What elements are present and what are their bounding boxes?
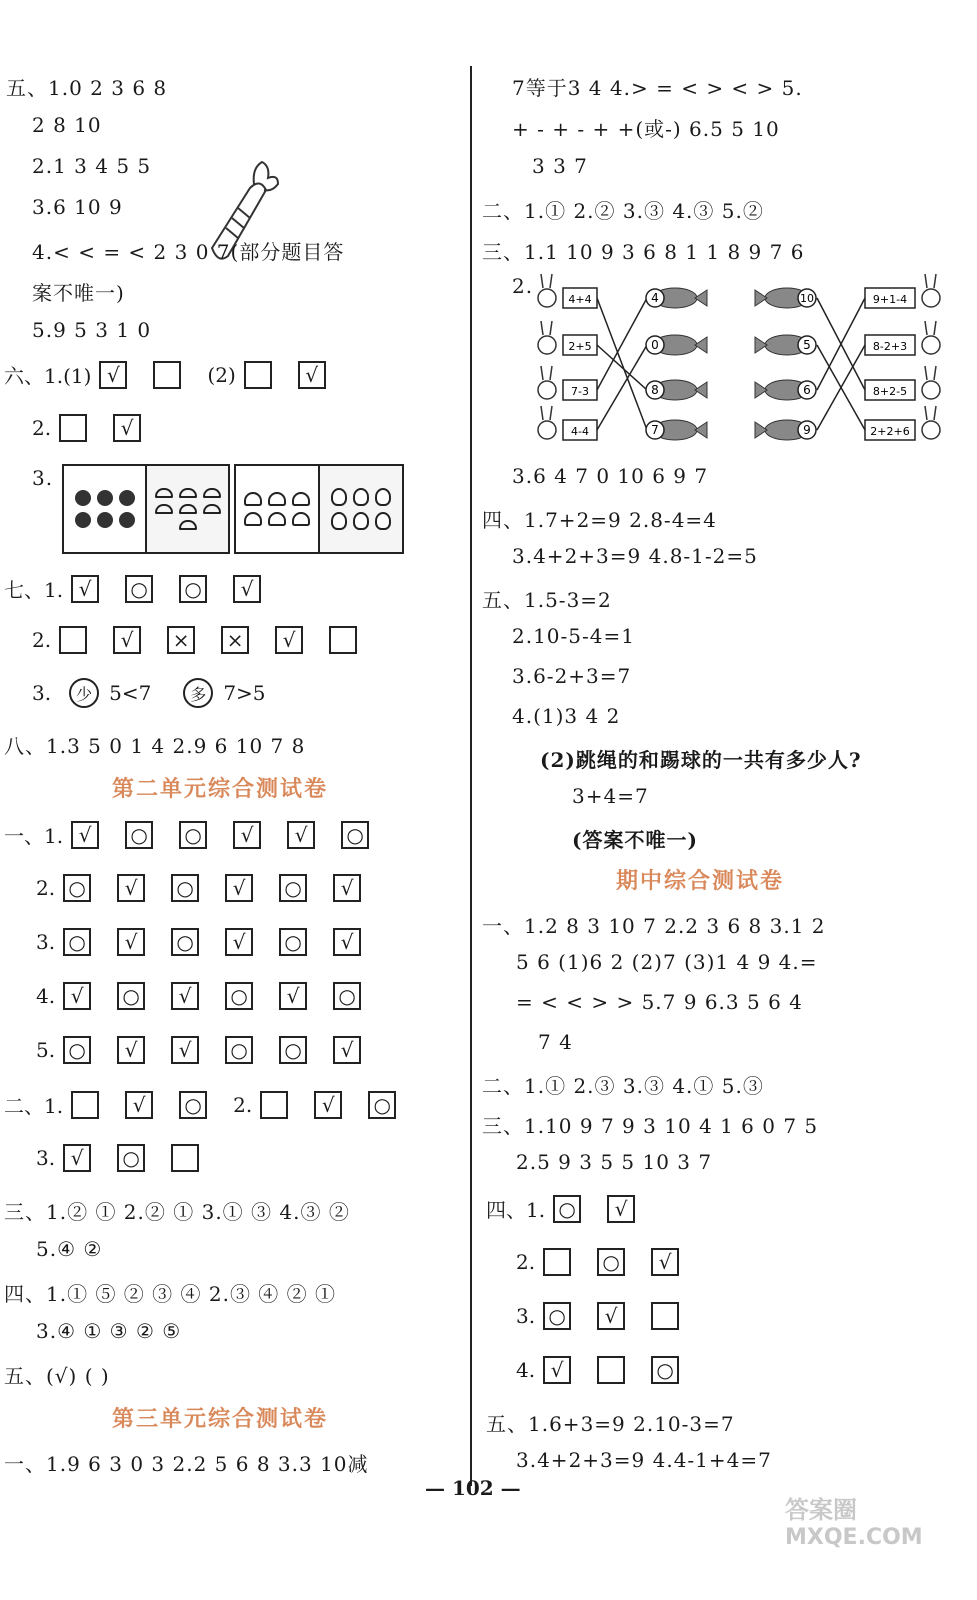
- text-line: 一、1.2 8 3 10 7 2.2 3 6 8 3.1 2: [482, 914, 826, 938]
- answer-circle: 多: [183, 678, 213, 708]
- vegetable-picture-box: [234, 464, 404, 554]
- answer-circle: 少: [69, 678, 99, 708]
- unit2-row-1: [4, 820, 395, 849]
- text-line: 3 3 7: [532, 154, 588, 178]
- answer-box: [153, 361, 181, 389]
- text-line: 2.10-5-4=1: [512, 624, 635, 648]
- answer-box: ○: [368, 1091, 396, 1119]
- answer-box: √: [233, 575, 261, 603]
- mushroom-icon: [268, 492, 286, 506]
- answer-box: [171, 1144, 199, 1172]
- answer-box: √: [117, 1036, 145, 1064]
- text-line: 3.④ ① ③ ② ⑤: [36, 1319, 182, 1343]
- card-text: 8+2-5: [872, 385, 908, 398]
- answer-box: √: [333, 874, 361, 902]
- answer-box: √: [71, 575, 99, 603]
- unit2-er-3-row: [36, 1144, 225, 1172]
- fish-number: 5: [803, 338, 811, 352]
- text-line: 八、1.3 5 0 1 4 2.9 6 10 7 8: [4, 734, 306, 758]
- mushroom-group: [236, 466, 320, 552]
- text-line: 3.6 10 9: [32, 195, 123, 219]
- label: 六、1.(1): [4, 364, 92, 388]
- mid-si-2-row: [516, 1248, 705, 1276]
- section-title: 第二单元综合测试卷: [112, 777, 329, 802]
- answer-box: √: [99, 361, 127, 389]
- answer-box: [59, 414, 87, 442]
- section-title: 期中综合测试卷: [616, 869, 785, 894]
- text-line: 四、1.7+2=9 2.8-4=4: [482, 508, 717, 532]
- strawberry-group: [64, 466, 147, 552]
- answer-box: √: [63, 1144, 91, 1172]
- label: 4.: [36, 984, 56, 1008]
- fish-number: 7: [651, 423, 659, 437]
- answer-box: ○: [279, 874, 307, 902]
- banana-icon: [179, 488, 197, 498]
- text-line: (答案不唯一): [572, 828, 698, 852]
- mid-si-1-row: [486, 1194, 661, 1223]
- text-line: 3.4+2+3=9 4.4-1+4=7: [516, 1448, 772, 1472]
- answer-box: ○: [63, 928, 91, 956]
- answer-box: ○: [117, 1144, 145, 1172]
- answer-box: √: [71, 821, 99, 849]
- text-line: 五、1.6+3=9 2.10-3=7: [486, 1412, 735, 1436]
- text-line: 5 6 (1)6 2 (2)7 (3)1 4 9 4.=: [516, 950, 818, 974]
- answer-box: ○: [279, 928, 307, 956]
- text-line: 3+4=7: [572, 784, 649, 808]
- card-text: 7-3: [571, 385, 589, 398]
- answer-box: ○: [171, 874, 199, 902]
- label: 2.: [32, 416, 52, 440]
- unit2-er-row: [4, 1090, 422, 1119]
- column-divider: [470, 66, 472, 1486]
- fish-number: 9: [803, 423, 811, 437]
- answer-box: ○: [553, 1195, 581, 1223]
- fish-number: 8: [651, 383, 659, 397]
- answer-box: √: [275, 626, 303, 654]
- text-line: 4.(1)3 4 2: [512, 704, 621, 728]
- answer-box: √: [225, 874, 253, 902]
- fish-number: 10: [800, 292, 814, 305]
- label: 3.: [516, 1304, 536, 1328]
- label: (2): [207, 362, 236, 387]
- card-text: 9+1-4: [872, 293, 908, 306]
- watermark: [785, 1490, 955, 1590]
- text-line: 7 4: [538, 1030, 573, 1054]
- text-line: 二、1.① 2.③ 3.③ 4.① 5.③: [482, 1074, 764, 1098]
- answer-box: ○: [225, 982, 253, 1010]
- strawberry-icon: [75, 490, 91, 506]
- bunny-icon: [538, 406, 556, 439]
- banana-icon: [179, 504, 197, 514]
- text-line: + - + - + +(或-) 6.5 5 10: [512, 117, 780, 141]
- answer-box: √: [117, 928, 145, 956]
- answer-box: √: [125, 1091, 153, 1119]
- answer-box: √: [171, 982, 199, 1010]
- card-text: 2+5: [568, 340, 592, 353]
- answer-box: [59, 626, 87, 654]
- strawberry-icon: [97, 490, 113, 506]
- text-line: 案不唯一): [32, 281, 125, 305]
- seven-3-row: [32, 678, 274, 708]
- banana-icon: [203, 504, 221, 514]
- answer-box: ○: [63, 874, 91, 902]
- answer-box: √: [597, 1302, 625, 1330]
- answer-box: √: [225, 928, 253, 956]
- text-line: 5.9 5 3 1 0: [32, 318, 152, 342]
- answer-box: [597, 1356, 625, 1384]
- text-line: 5.④ ②: [36, 1237, 103, 1261]
- label: 七、1.: [4, 578, 64, 602]
- answer-box: ○: [179, 1091, 207, 1119]
- answer-box: [71, 1091, 99, 1119]
- label: 3.: [36, 930, 56, 954]
- text-line: 三、1.② ① 2.② ① 3.① ③ 4.③ ②: [4, 1200, 350, 1224]
- answer-box: √: [113, 414, 141, 442]
- answer-box: ○: [651, 1356, 679, 1384]
- mushroom-icon: [292, 492, 310, 506]
- answer-box: ○: [63, 1036, 91, 1064]
- text-line: (2)跳绳的和踢球的一共有多少人?: [540, 748, 862, 772]
- strawberry-icon: [75, 512, 91, 528]
- label: 2.: [516, 1250, 536, 1274]
- text-line: 3.4+2+3=9 4.8-1-2=5: [512, 544, 758, 568]
- banana-group: [147, 466, 228, 552]
- unit2-row-4: [36, 982, 387, 1010]
- watermark-text: 答案圈: [785, 1496, 857, 1524]
- answer-box: ○: [279, 1036, 307, 1064]
- label: 3.: [36, 1146, 56, 1170]
- bunny-icon: [538, 321, 556, 354]
- strawberry-icon: [119, 490, 135, 506]
- answer-box: √: [298, 361, 326, 389]
- text-line: = < < > > 5.7 9 6.3 5 6 4: [516, 990, 803, 1014]
- answer-box: √: [287, 821, 315, 849]
- answer-box: √: [279, 982, 307, 1010]
- label: 4.: [516, 1358, 536, 1382]
- answer-box: ○: [125, 575, 153, 603]
- answer-box: ○: [179, 575, 207, 603]
- answer-box: [244, 361, 272, 389]
- unit2-row-3: [36, 928, 387, 956]
- radish-icon: [353, 488, 369, 506]
- label: 二、1.: [4, 1094, 64, 1118]
- section-title: 第三单元综合测试卷: [112, 1407, 329, 1432]
- matching-diagram: [535, 268, 945, 454]
- radish-icon: [331, 512, 347, 530]
- radish-icon: [331, 488, 347, 506]
- card-text: 8-2+3: [872, 340, 908, 353]
- answer-box: √: [314, 1091, 342, 1119]
- text-line: 五、(√) ( ): [4, 1364, 110, 1388]
- text-line: 3.6 4 7 0 10 6 9 7: [512, 464, 709, 488]
- mid-si-3-row: [516, 1302, 705, 1330]
- page-number: — 102 —: [425, 1476, 521, 1500]
- label: 一、1.: [4, 824, 64, 848]
- answer-box: √: [543, 1356, 571, 1384]
- fruit-picture-box: [62, 464, 230, 554]
- six-2-row: [32, 414, 167, 442]
- six-3-label: 3.: [32, 466, 54, 490]
- answer-box: √: [333, 1036, 361, 1064]
- unit2-row-2: [36, 874, 387, 902]
- text-line: 四、1.① ⑤ ② ③ ④ 2.③ ④ ② ①: [4, 1282, 337, 1306]
- text-line: 三、1.1 10 9 3 6 8 1 1 8 9 7 6: [482, 240, 805, 264]
- label: 5.: [36, 1038, 56, 1062]
- seven-1-row: [4, 574, 287, 603]
- answer-box: ×: [167, 626, 195, 654]
- mid-si-4-row: [516, 1356, 705, 1384]
- mushroom-icon: [244, 492, 262, 506]
- compare-text: 5<7: [109, 681, 152, 705]
- banana-icon: [179, 520, 197, 530]
- text-line: 2.5 9 3 5 5 10 3 7: [516, 1150, 713, 1174]
- text-line: 2 8 10: [32, 113, 102, 137]
- text-line: 2.1 3 4 5 5: [32, 154, 152, 178]
- banana-icon: [203, 488, 221, 498]
- text-line: 五、1.5-3=2: [482, 588, 612, 612]
- compare-text: 7>5: [223, 681, 266, 705]
- strawberry-icon: [97, 512, 113, 528]
- bunny-icon: [922, 321, 940, 354]
- answer-box: [260, 1091, 288, 1119]
- answer-box: ○: [341, 821, 369, 849]
- text-line: 一、1.9 6 3 0 3 2.2 5 6 8 3.3 10减: [4, 1452, 369, 1476]
- answer-box: √: [171, 1036, 199, 1064]
- answer-box: √: [607, 1195, 635, 1223]
- banana-icon: [155, 488, 173, 498]
- seven-2-row: [32, 626, 383, 654]
- answer-box: √: [233, 821, 261, 849]
- answer-box: ○: [597, 1248, 625, 1276]
- text-line: 4.< < = < 2 3 0 7(部分题目答: [32, 240, 345, 264]
- mushroom-icon: [268, 512, 286, 526]
- radish-icon: [375, 488, 391, 506]
- six-1-row: [4, 360, 352, 389]
- text-line: 二、1.① 2.② 3.③ 4.③ 5.②: [482, 199, 764, 223]
- answer-box: ○: [179, 821, 207, 849]
- answer-box: √: [113, 626, 141, 654]
- radish-icon: [375, 512, 391, 530]
- label: 2.: [233, 1092, 253, 1117]
- card-text: 2+2+6: [870, 425, 910, 438]
- text-line: 三、1.10 9 7 9 3 10 4 1 6 0 7 5: [482, 1114, 819, 1138]
- answer-box: ×: [221, 626, 249, 654]
- text-line: 3.6-2+3=7: [512, 664, 632, 688]
- fish-number: 6: [803, 383, 811, 397]
- label: 2.: [32, 628, 52, 652]
- text-line: 五、1.0 2 3 6 8: [6, 76, 168, 100]
- bunny-icon: [922, 406, 940, 439]
- answer-box: √: [651, 1248, 679, 1276]
- strawberry-icon: [119, 512, 135, 528]
- banana-icon: [155, 504, 173, 514]
- fish-number: 0: [651, 338, 659, 352]
- answer-box: ○: [225, 1036, 253, 1064]
- mushroom-icon: [244, 512, 262, 526]
- q2-label: 2.: [512, 274, 534, 298]
- answer-box: [329, 626, 357, 654]
- answer-box: √: [117, 874, 145, 902]
- label: 3.: [32, 681, 52, 705]
- bunny-icon: [922, 366, 940, 399]
- answer-box: ○: [117, 982, 145, 1010]
- answer-box: √: [63, 982, 91, 1010]
- fish-number: 4: [651, 291, 659, 305]
- watermark-url: MXQE.COM: [785, 1525, 923, 1550]
- answer-box: √: [333, 928, 361, 956]
- answer-box: [651, 1302, 679, 1330]
- bunny-icon: [922, 274, 940, 307]
- answer-box: [543, 1248, 571, 1276]
- answer-box: ○: [543, 1302, 571, 1330]
- label: 四、1.: [486, 1198, 546, 1222]
- radish-group: [320, 466, 402, 552]
- answer-box: ○: [171, 928, 199, 956]
- bunny-icon: [538, 366, 556, 399]
- label: 2.: [36, 876, 56, 900]
- unit2-row-5: [36, 1036, 387, 1064]
- radish-icon: [353, 512, 369, 530]
- bunny-icon: [538, 274, 556, 307]
- mushroom-icon: [292, 512, 310, 526]
- card-text: 4+4: [568, 293, 592, 306]
- text-line: 7等于3 4 4.> = < > < > 5.: [512, 76, 803, 100]
- answer-box: ○: [333, 982, 361, 1010]
- answer-box: ○: [125, 821, 153, 849]
- card-text: 4-4: [571, 425, 589, 438]
